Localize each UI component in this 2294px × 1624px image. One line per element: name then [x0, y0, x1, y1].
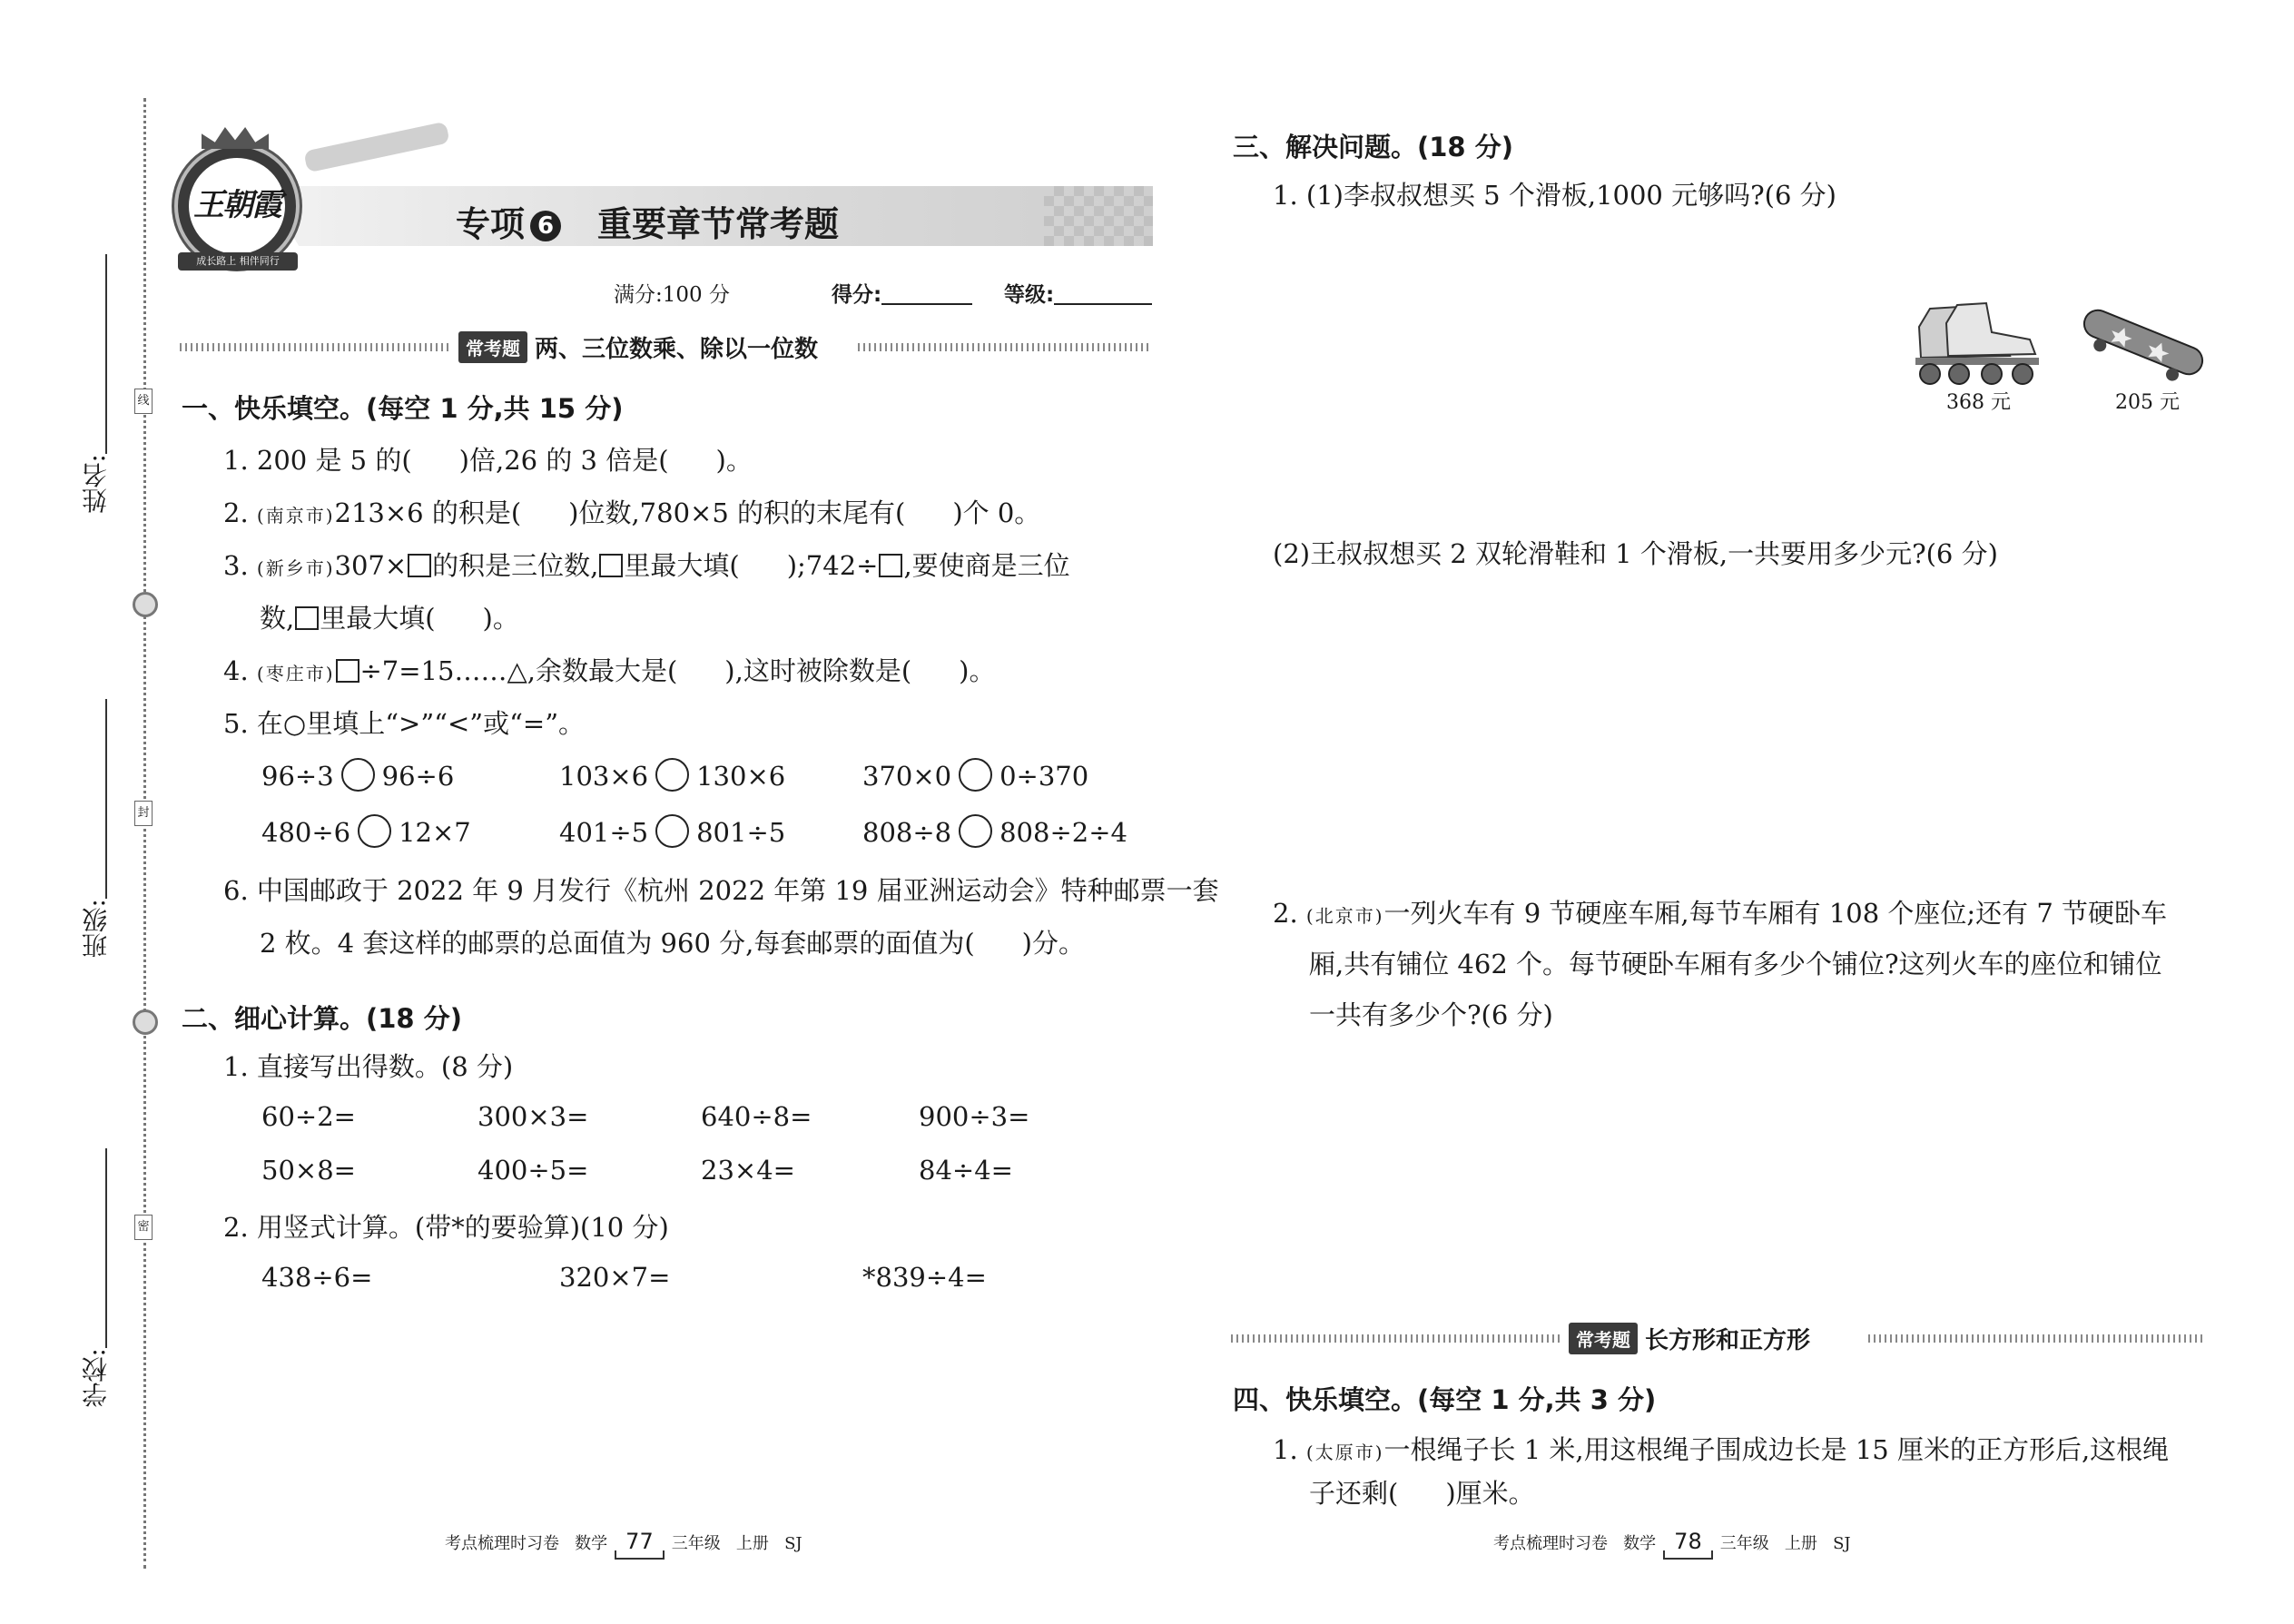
topic-divider-left — [1231, 1334, 1562, 1343]
logo-crown-icon — [202, 127, 269, 149]
class-label: 班级: — [81, 899, 111, 959]
grade-field[interactable] — [1004, 278, 1152, 308]
class-blank-line — [105, 699, 107, 899]
footer-grade: 三年级 — [1719, 1534, 1769, 1553]
score-label: 得分: — [832, 283, 882, 307]
logo-text: 王朝霞 — [193, 187, 281, 223]
header-checker-pattern — [1044, 186, 1153, 246]
box-blank — [599, 554, 623, 577]
vertical-calc-item[interactable]: 438÷6= — [261, 1262, 373, 1293]
logo-subtext: 成长路上 相伴同行 — [178, 252, 298, 271]
s3-question-2-line2: 厢,共有铺位 462 个。每节硬卧车厢有多少个铺位?这列火车的座位和铺位 — [1309, 949, 2162, 979]
calc-item[interactable]: 400÷5= — [478, 1155, 589, 1186]
s1-question-3: 3. (新乡市)307× 的积是三位数, 里最大填( );742÷ ,要使商是三位 — [223, 550, 1070, 581]
compare-circle[interactable] — [655, 758, 689, 792]
source-tag: (枣庄市) — [256, 663, 335, 684]
binding-ring — [133, 1009, 158, 1035]
box-blank — [295, 606, 319, 630]
compare-item: 401÷5 801÷5 — [559, 814, 785, 848]
footer-grade: 三年级 — [671, 1534, 721, 1553]
compare-circle[interactable] — [341, 758, 375, 792]
score-field[interactable] — [832, 278, 972, 308]
box-blank[interactable] — [336, 659, 359, 683]
grade-label: 等级: — [1004, 283, 1055, 307]
source-tag: (太原市) — [1305, 1442, 1384, 1463]
footer-series: 考点梳理时习卷 — [445, 1534, 559, 1553]
compare-circle[interactable] — [358, 814, 391, 848]
compare-item: 96÷3 96÷6 — [261, 758, 454, 792]
page-number: 77 — [620, 1529, 659, 1554]
compare-item: 480÷6 12×7 — [261, 814, 471, 848]
skates-price: 368 元 — [1946, 391, 2011, 414]
section-4-title: 四、快乐填空。(每空 1 分,共 3 分) — [1233, 1384, 1657, 1415]
s3-question-1: 1. (1)李叔叔想买 5 个滑板,1000 元够吗?(6 分) — [1273, 180, 1836, 211]
footer-edition: SJ — [784, 1534, 802, 1553]
topic-heading-left — [458, 330, 818, 364]
compare-item: 370×0 0÷370 — [862, 758, 1088, 792]
s1-question-4: 4. (枣庄市) ÷7=15……△,余数最大是( ),这时被除数是( )。 — [223, 655, 996, 686]
topic-tag: 常考题 — [458, 331, 527, 363]
box-blank[interactable] — [408, 554, 431, 577]
s1-question-3-line2: 数, 里最大填( )。 — [260, 603, 519, 634]
compare-circle[interactable] — [959, 758, 992, 792]
footer-volume: 上册 — [1784, 1534, 1817, 1553]
section-3-title: 三、解决问题。(18 分) — [1233, 132, 1513, 162]
logo-inner — [189, 158, 285, 254]
roller-skates-image — [1903, 300, 2048, 390]
title-prefix: 专项 — [456, 204, 526, 244]
roller-skates-icon — [1903, 300, 2048, 390]
topic-title: 两、三位数乘、除以一位数 — [535, 336, 819, 363]
s4-question-1: 1. (太原市)一根绳子长 1 米,用这根绳子围成边长是 15 厘米的正方形后,这根绳 — [1273, 1434, 2170, 1465]
topic-heading-right — [1569, 1322, 1810, 1355]
source-tag: (北京市) — [1305, 905, 1384, 927]
footer-left — [445, 1529, 802, 1554]
grade-blank[interactable] — [1054, 303, 1152, 305]
source-tag: (南京市) — [256, 505, 335, 527]
footer-subject: 数学 — [1623, 1534, 1657, 1553]
footer-volume: 上册 — [735, 1534, 769, 1553]
s3-question-1-2: (2)王叔叔想买 2 双轮滑鞋和 1 个滑板,一共要用多少元?(6 分) — [1273, 538, 1998, 569]
skateboard-image — [2075, 301, 2211, 383]
s1-question-5: 5. 在○里填上“>”“<”或“=”。 — [223, 708, 586, 739]
page-number: 78 — [1669, 1529, 1708, 1554]
title-main: 重要章节常考题 — [597, 204, 840, 244]
binding-stamp-secret: 密 — [134, 1215, 153, 1240]
section-1-title: 一、快乐填空。(每空 1 分,共 15 分) — [182, 393, 624, 424]
score-blank[interactable] — [881, 303, 972, 305]
topic-divider-right — [1868, 1334, 2204, 1343]
name-label: 姓名: — [81, 454, 111, 514]
footer-edition: SJ — [1833, 1534, 1851, 1553]
footer-subject: 数学 — [575, 1534, 608, 1553]
school-blank-line — [105, 1148, 107, 1348]
binding-stamp-line: 线 — [134, 389, 153, 414]
box-blank[interactable] — [879, 554, 902, 577]
topic-divider-left — [180, 343, 452, 351]
vertical-calc-item[interactable]: *839÷4= — [862, 1262, 987, 1293]
calc-item[interactable]: 84÷4= — [919, 1155, 1013, 1186]
skateboard-icon — [2075, 301, 2211, 383]
brand-logo — [174, 143, 300, 269]
header-ribbon — [303, 122, 449, 173]
compare-circle[interactable] — [959, 814, 992, 848]
binding-stamp-seal: 封 — [134, 801, 153, 826]
title-number-badge: 6 — [530, 211, 561, 241]
s1-question-6-line2: 2 枚。4 套这样的邮票的总面值为 960 分,每套邮票的面值为( )分。 — [260, 928, 1085, 959]
topic-tag: 常考题 — [1569, 1323, 1638, 1354]
footer-series: 考点梳理时习卷 — [1493, 1534, 1608, 1553]
section-2-title: 二、细心计算。(18 分) — [182, 1003, 462, 1034]
s1-question-1: 1. 200 是 5 的( )倍,26 的 3 倍是( )。 — [223, 445, 753, 476]
compare-item: 808÷8 808÷2÷4 — [862, 814, 1127, 848]
binding-ring — [133, 592, 158, 617]
calc-item[interactable]: 23×4= — [701, 1155, 795, 1186]
source-tag: (新乡市) — [256, 557, 335, 579]
calc-item[interactable]: 50×8= — [261, 1155, 356, 1186]
full-score: 满分:100 分 — [614, 283, 730, 307]
school-label: 学校: — [81, 1348, 111, 1408]
calc-item[interactable]: 60÷2= — [261, 1101, 356, 1132]
calc-item[interactable]: 300×3= — [478, 1101, 589, 1132]
s3-question-2-line3: 一共有多少个?(6 分) — [1309, 999, 1553, 1030]
compare-circle[interactable] — [655, 814, 689, 848]
compare-item: 103×6 130×6 — [559, 758, 785, 792]
topic-title: 长方形和正方形 — [1645, 1327, 1811, 1354]
vertical-calc-item[interactable]: 320×7= — [559, 1262, 671, 1293]
s4-question-1-line2: 子还剩( )厘米。 — [1309, 1478, 1535, 1509]
skateboard-price: 205 元 — [2115, 391, 2180, 414]
s1-question-2: 2. (南京市)213×6 的积是( )位数,780×5 的积的末尾有( )个 0。 — [223, 497, 1041, 528]
s2-question-1: 1. 直接写出得数。(8 分) — [223, 1051, 514, 1082]
topic-divider-right — [858, 343, 1148, 351]
binding-dotted-line — [143, 98, 146, 1569]
calc-item[interactable]: 640÷8= — [701, 1101, 812, 1132]
s2-question-2: 2. 用竖式计算。(带*的要验算)(10 分) — [223, 1212, 669, 1243]
s1-question-6: 6. 中国邮政于 2022 年 9 月发行《杭州 2022 年第 19 届亚洲运动会》特种邮票一套 — [223, 875, 1219, 906]
page-title — [456, 196, 839, 246]
s3-question-2: 2. (北京市)一列火车有 9 节硬座车厢,每节车厢有 108 个座位;还有 7 节硬卧车 — [1273, 898, 2168, 929]
calc-item[interactable]: 900÷3= — [919, 1101, 1030, 1132]
name-blank-line — [105, 254, 107, 454]
footer-right — [1493, 1529, 1851, 1554]
